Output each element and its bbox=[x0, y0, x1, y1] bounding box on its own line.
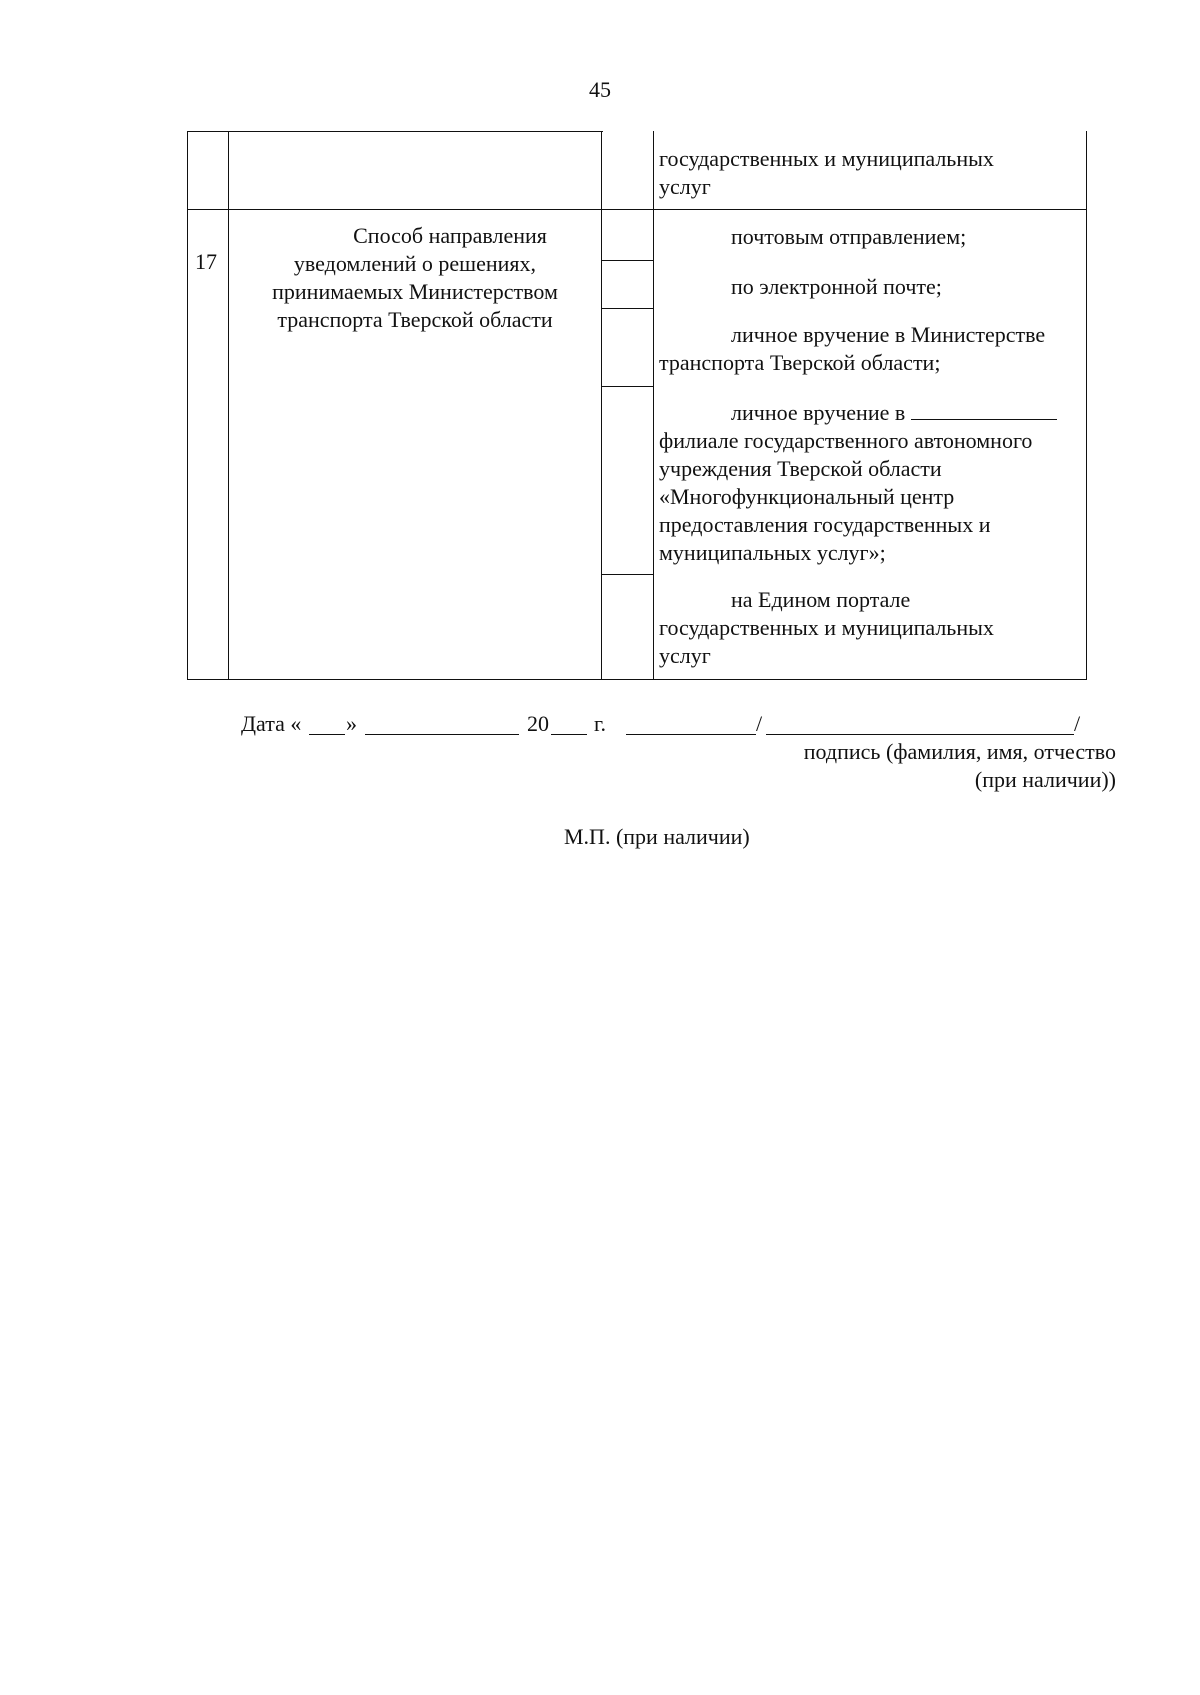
option-line: «Многофункциональный центр bbox=[659, 484, 955, 509]
year-prefix: 20 bbox=[527, 711, 549, 736]
option-line: по электронной почте; bbox=[731, 274, 942, 299]
option-ministry bbox=[659, 321, 1045, 377]
table-bottom-border bbox=[187, 679, 1087, 680]
checkbox-ministry[interactable] bbox=[603, 310, 652, 385]
continuation-line: услуг bbox=[659, 174, 711, 199]
option-mfc bbox=[659, 399, 1057, 567]
full-name-blank[interactable] bbox=[766, 734, 1074, 735]
checkbox-portal[interactable] bbox=[603, 576, 652, 678]
option-line: филиале государственного автономного bbox=[659, 428, 1033, 453]
signature-slash-end: / bbox=[1074, 711, 1081, 736]
signature-slash: / bbox=[756, 711, 763, 736]
table-right-border bbox=[1086, 131, 1087, 679]
option-line: учреждения Тверской области bbox=[659, 456, 942, 481]
row-number: 17 bbox=[195, 249, 217, 274]
option-line: муниципальных услуг»; bbox=[659, 540, 886, 565]
row-label-line: транспорта Тверской области bbox=[277, 307, 553, 332]
option-line-text: личное вручение в bbox=[731, 400, 906, 425]
option-line: почтовым отправлением; bbox=[731, 224, 967, 249]
mfc-branch-blank[interactable] bbox=[911, 399, 1057, 420]
signature-blank[interactable] bbox=[626, 734, 756, 735]
number-column-divider bbox=[228, 131, 229, 679]
row-label-line: уведомлений о решениях, bbox=[293, 251, 537, 276]
option-line: государственных и муниципальных bbox=[659, 615, 994, 640]
option-line: на Едином портале bbox=[731, 587, 911, 612]
checkbox-divider-2 bbox=[601, 308, 653, 309]
continuation-cell bbox=[659, 145, 994, 201]
checkbox-mfc[interactable] bbox=[603, 388, 652, 573]
date-day-blank[interactable] bbox=[309, 734, 345, 735]
signature-caption-1: подпись (фамилия, имя, отчество bbox=[803, 739, 1116, 764]
row-divider bbox=[187, 209, 1087, 210]
date-month-blank[interactable] bbox=[365, 734, 519, 735]
table-left-border bbox=[187, 131, 188, 679]
date-year-blank[interactable] bbox=[551, 734, 587, 735]
continuation-line: государственных и муниципальных bbox=[659, 146, 994, 171]
stamp-label: М.П. (при наличии) bbox=[564, 824, 750, 849]
option-line: предоставления государственных и bbox=[659, 512, 991, 537]
option-line: транспорта Тверской области; bbox=[659, 350, 941, 375]
checkbox-column-divider bbox=[653, 131, 654, 679]
label-column-divider bbox=[601, 131, 602, 679]
signature-caption-2: (при наличии)) bbox=[974, 767, 1116, 792]
year-suffix: г. bbox=[594, 711, 607, 736]
row-label bbox=[232, 222, 598, 334]
date-label: Дата « bbox=[241, 711, 302, 736]
checkbox-divider-1 bbox=[601, 260, 653, 261]
checkbox-postal[interactable] bbox=[603, 211, 652, 259]
row-label-line: Способ направления bbox=[353, 223, 547, 248]
option-line: услуг bbox=[659, 643, 711, 668]
option-line bbox=[659, 399, 1057, 427]
checkbox-divider-3 bbox=[601, 386, 653, 387]
option-email bbox=[659, 273, 942, 301]
table-top-border-left bbox=[187, 131, 603, 132]
checkbox-divider-4 bbox=[601, 574, 653, 575]
option-line: личное вручение в Министерстве bbox=[731, 322, 1046, 347]
option-postal bbox=[659, 223, 966, 251]
checkbox-email[interactable] bbox=[603, 262, 652, 307]
date-quote-close: » bbox=[346, 711, 357, 736]
option-portal bbox=[659, 586, 994, 670]
row-label-line: принимаемых Министерством bbox=[272, 279, 558, 304]
page-number: 45 bbox=[589, 77, 611, 102]
